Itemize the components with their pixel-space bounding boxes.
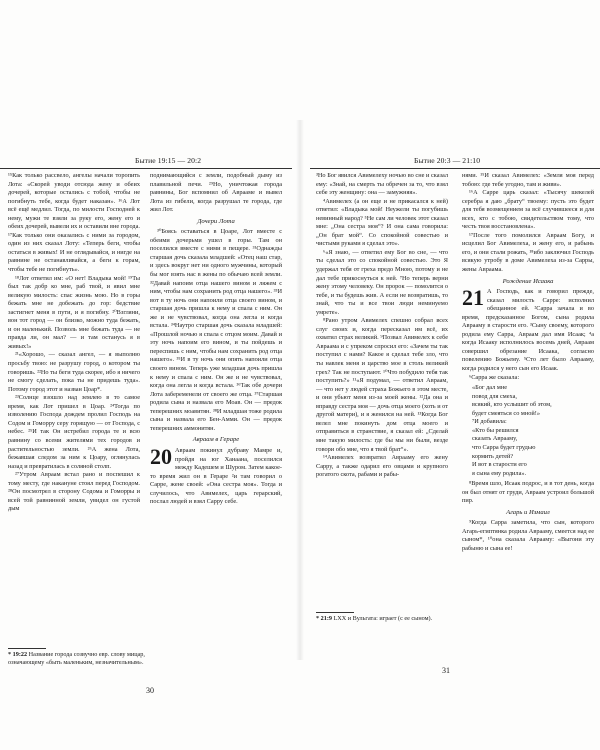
- verse-paragraph: ²³Солнце взошло над землею в то самое время, как Лот пришел в Цоар. ²⁴Тогда по изволению Господа дождем пролил Господь на Содом и Гоморру серу горящую — от Господа, с небес. ²⁵И так Он истребил города те и всю равнину со всеми жителями тех городов и растительностью земли. ²⁶А жена Лота, бежавшая следом за ним к Цоару, оглянулась назад и превратилась в соляной столп.: [8, 394, 140, 470]
- verse-paragraph: нями. ¹⁵И сказал Авимелех: «Земля моя перед тобою: где тебе угодно, там и живи».: [462, 172, 594, 188]
- footnote-ref: * 21:9: [316, 615, 332, 622]
- verse-paragraph: ¹⁴Авимелех возвратил Аврааму его жену Сарру, а также одарил его овцами и крупного рогатого скота, рабами и рабы-: [316, 454, 448, 479]
- verse-paragraph: ⁸Рано утром Авимелех спешно собрал всех слуг своих и, когда пересказал им всё, их охватил страх великий. ⁹Позвал Авимелех к себе Авраама и с упреком спросил его: «Зачем ты так поступил с нами? Какое я сделал тебе зло, что ты навлек меня и царство мое в столь великий грех? Так не поступают. ¹⁰Что побудило тебя так поступить?» ¹¹«Я подумал, — ответил Авраам, — что нет у людей страха Божьего в этом месте, и они убьют меня из-за моей жены. ¹²Да она и вправду сестра моя — дочь отца моего (хоть и от другой матери), и я женился на ней. ¹³Когда Бог велел мне покинуть дом отца моего и отправиться в странствие, я сказал ей: „Сделай мне такую милость: где бы мы ни были, везде говори обо мне, что я твой брат“».: [316, 317, 448, 453]
- section-heading: Авраам в Герарe: [192, 436, 240, 444]
- poem-line: ⁷И добавила:: [472, 418, 507, 426]
- page-number-left: 30: [146, 686, 154, 695]
- poem-line: «Кто бы решился: [472, 426, 519, 434]
- poem-line: будет смеяться со мной!»: [472, 409, 541, 417]
- poem-line: сказать Аврааму,: [472, 435, 518, 443]
- chapter-text: А Господь, как и говорил прежде, сказал милость Сарре: исполнил обещанное ей. ²Сарра зачала и во время, предсказанное Богом, сына родила Аврааму в старости его. ³Сыну своему, которого родила ему Сарра, Авраам дал имя Исаак; ⁴а когда Исааку исполнилось восемь дней, Авраам совершил обрезание Исаака, согласно повелению Божьему. ⁵Сто лет было Аврааму, когда родился у него сын его Исаак.: [462, 288, 594, 373]
- poem-line: всякий, кто услышит об этом,: [472, 401, 552, 409]
- chapter-text: Авраам покинул дубраву Мамре и, пройдя на юг Ханаана, поселился между Кадешем и Шуром. Затем какое-то время жил он в Герарe ²и там говорил о Сарре, жене своей: «Она сестра моя». Тогда и случилось, что Авимелех, царь герарский, послал людей и взял Сарру себе.: [150, 446, 282, 506]
- footnote-rule: [316, 612, 354, 613]
- running-header-left: Бытие 19:15 — 20:2: [135, 156, 202, 165]
- verse-paragraph: ¹⁷После того помолился Авраам Богу, и исцелил Бог Авимелеха, и жену его, и рабынь его, и они стали рожать, ¹⁸ибо заключил Господь всякую утробу в доме Авимелеха из-за Сарры, жены Авраама.: [462, 231, 594, 274]
- poem-line: «Бог дал мне: [472, 384, 507, 392]
- section-heading: Дочери Лота: [197, 217, 235, 225]
- verse-paragraph: ²¹«Хорошо, — сказал ангел, — я выполню просьбу твою: не разрушу город, о котором ты говоришь. ²²Но ты беги туда скорее, ибо я ничего не смогу сделать, пока ты не придешь туда». Потому город этот и назван Цоар*.: [8, 351, 140, 393]
- chapter-number: 21: [462, 285, 484, 311]
- footnote-ref: * 19:22: [8, 651, 28, 658]
- right-page: [300, 0, 600, 750]
- section-heading: Рождение Исаака: [502, 277, 554, 285]
- verse-paragraph: ¹⁵Как только рассвело, ангелы начали торопить Лота: «Скорей уводи отсюда жену и обеих дочерей, которые остались с тобой, чтобы не погибнуть тебе, когда будет наказан». ¹⁶А Лот всё ещё медлил. Тогда, по милости Господней к нему, мужи те взяли за руку его, жену его и обеих дочерей, вывели их и оставили вне города. ¹⁷Как только они оказались с ними за городом, один из них сказал Лоту: «Теперь беги, чтобы остаться в живых! И не оглядывайся, и нигде на равнине не останавливайся, а беги к горам, чтобы тебе не погибнуть».: [8, 172, 140, 274]
- footnote: [8, 651, 146, 667]
- header-rule: [0, 168, 292, 169]
- verse-paragraph: ³Но Бог явился Авимелеху ночью во сне и сказал ему: «Знай, на смерть ты обречен за то, что взял себе эту женщину: она — замужняя».: [316, 172, 448, 197]
- poem-line: я сына ему родила».: [472, 469, 527, 477]
- chapter-paragraph: [150, 443, 282, 507]
- left-column-2: [150, 172, 282, 674]
- verse-paragraph: ⁴Авимелех (а он еще и не прикасался к ней) ответил: «Владыка мой! Неужели ты погубишь невинный народ? ⁵Не сам ли человек этот сказал мне: „Она сестра моя“? И она сама говорила: „Он брат мой“. Со спокойной совестью и чистыми руками я сделал это».: [316, 197, 448, 248]
- left-column-1: [8, 172, 140, 644]
- verse-paragraph: ⁶«Я знаю, — ответил ему Бог во сне, — что ты сделал это со спокойной совестью. Это Я удержал тебя от греха предо Мною, потому и не дал тебе прикоснуться к ней. ⁷Но теперь верни жену этому человеку. Он пророк — помолится о тебе, и ты будешь жив. А если не возвратишь, то знай, что ты и все твои люди неминуемо умрете».: [316, 248, 448, 316]
- poem-line: кормить детей?: [472, 452, 514, 460]
- poem-block: [472, 384, 594, 478]
- verse-paragraph: ⁸Время шло, Исаак подрос, и в тот день, когда он был отнят от груди, Авраам устроил большой пир.: [462, 480, 594, 505]
- poem-line: что Сарра будет грудью: [472, 443, 536, 451]
- poem-line: И вот в старости его: [472, 461, 527, 469]
- verse-paragraph: поднимающийся с земли, подобный дыму из плавильной печи. ²⁹Но, уничтожая города равнины, Бог вспомнил об Аврааме и вывел Лота из гибели, когда разрушал те города, где жил Лот.: [150, 172, 282, 214]
- right-column-2: [462, 172, 594, 652]
- chapter-paragraph: [462, 285, 594, 373]
- footnote: [316, 615, 466, 623]
- header-rule: [310, 168, 600, 169]
- verse-paragraph: ³⁰Боясь оставаться в Цоаре, Лот вместе с обеими дочерьми ушел в горы. Там он поселился вместе с ними в пещере. ³¹Однажды старшая дочь сказала младшей: «Отец наш стар, и здесь вокруг нет ни одного мужчины, который бы мог взять нас в жены по обычаю всей земли. ³²Давай напоим отца нашего вином и ляжем с ним, чтобы нам сохранить род отца нашего». ³³И вот в ту ночь они напоили отца своего вином, и старшая дочь пришла к нему и спала с ним. Он же и не чувствовал, когда она легла и когда встала. ³⁴Наутро старшая дочь сказала младшей: «Прошлой ночью я спала с отцом моим. Давай и эту ночь напоим его вином, и ты пойдешь и переспишь с ним, чтобы нам сохранить род отца нашего». ³⁵И в ту ночь они опять напоили отца своего вином. Теперь уже младшая дочь пришла к нему и спала с ним. Он же и не чувствовал, когда она легла и когда встала. ³⁶Так обе дочери Лота забеременели от своего же отца. ³⁷Старшая родила сына и назвала его Моав. Он — предок теперешних моавитян. ³⁸И младшая тоже родила сына и назвала его Бен-Амми. Он — предок теперешних аммонитян.: [150, 228, 282, 432]
- running-header-right: Бытие 20:3 — 21:10: [414, 156, 481, 165]
- footnote-text: Название города созвучно евр. слову мицар, означающему «быть маленьким, незначительным».: [8, 651, 145, 666]
- chapter-number: 20: [150, 443, 172, 469]
- verse-paragraph: ²⁷Утром Авраам встал рано и поспешил к тому месту, где накануне стоял перед Господом. ²⁸Он посмотрел в сторону Содома и Гоморры и всей той равнинной земли, увидел он густой дым: [8, 471, 140, 513]
- verse-paragraph: ⁹Когда Сарра заметила, что сын, которого Агарь-египтянка родила Аврааму, смеется над ее сыном*, ¹⁰она сказала Аврааму: «Выгони эту рабыню и сына ее!: [462, 519, 594, 552]
- poem-line: повод для смеха,: [472, 392, 517, 400]
- section-heading: Агарь и Измаил: [506, 508, 550, 516]
- page-number-right: 31: [442, 666, 450, 675]
- verse-paragraph: ⁶Сарра же сказала:: [469, 373, 520, 381]
- footnote-rule: [8, 648, 46, 649]
- right-column-1: [316, 172, 448, 608]
- footnote-text: LXX и Вульгата: играет (с ее сыном).: [333, 615, 433, 622]
- verse-paragraph: ¹⁶А Сарре царь сказал: «Тысячу шекелей серебра я даю „брату“ твоему: пусть это будет для тебя возмещением за всё случившееся и для всех, кто с тобою, свидетельством тому, что честь твоя восстановлена».: [462, 189, 594, 231]
- verse-paragraph: ¹⁸Лот ответил им: «О нет! Владыка мой! ¹⁹Ты был так добр ко мне, раб твой, и явил мне великую милость: спас жизнь мою. Но в горы бежать мне не добежать до гор: бедствие застигнет меня в пути, и я погибну. ²⁰Взгляни, вон тот город — он близко, можно туда бежать, и он маленький. Позволь мне бежать туда — не правда ли, он мал? — и там останусь я в живых!»: [8, 274, 140, 350]
